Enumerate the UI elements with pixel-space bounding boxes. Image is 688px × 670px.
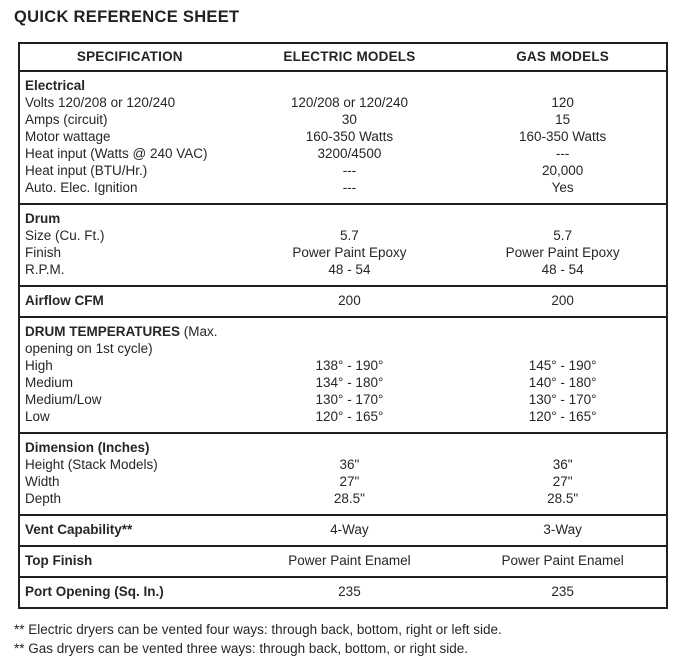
footnote-electric-venting: ** Electric dryers can be vented four ways: through back, bottom, right or left side. xyxy=(14,622,502,637)
spec-row-low xyxy=(20,408,666,425)
section-title-text: Dimension (Inches) xyxy=(25,440,150,455)
gas-value: 235 xyxy=(551,584,574,599)
spec-row-heat-input-btu-hr xyxy=(20,162,666,179)
row-label: Height (Stack Models) xyxy=(25,457,158,472)
section-title-row xyxy=(20,323,666,340)
section-title xyxy=(20,439,240,456)
spec-row-motor-wattage xyxy=(20,128,666,145)
electric-value: 130° - 170° xyxy=(315,392,384,407)
electric-value: 120° - 165° xyxy=(315,409,384,424)
row-label: Port Opening (Sq. In.) xyxy=(25,584,164,599)
gas-value: Yes xyxy=(551,180,574,195)
gas-value: 48 - 54 xyxy=(541,262,584,277)
row-label: High xyxy=(25,358,53,373)
section-vent-capability xyxy=(20,516,666,547)
gas-value: Power Paint Enamel xyxy=(501,553,624,568)
spec-row-port-opening-sq-in xyxy=(20,583,666,600)
spec-row-medium xyxy=(20,374,666,391)
row-label: Top Finish xyxy=(25,553,93,568)
electric-value: Power Paint Epoxy xyxy=(292,245,407,260)
column-header-specification: SPECIFICATION xyxy=(76,49,183,64)
gas-value: 28.5" xyxy=(547,491,579,506)
row-label: Finish xyxy=(25,245,62,260)
gas-value: 145° - 190° xyxy=(528,358,597,373)
row-label: Width xyxy=(25,474,60,489)
gas-value: 36" xyxy=(552,457,573,472)
row-label: Auto. Elec. Ignition xyxy=(25,180,138,195)
section-title-row-2 xyxy=(20,340,666,357)
section-drum xyxy=(20,205,666,287)
section-dimension-inches xyxy=(20,434,666,516)
spec-row-width xyxy=(20,473,666,490)
spec-row-size-cu-ft xyxy=(20,227,666,244)
spec-row-amps-circuit xyxy=(20,111,666,128)
row-label: Volts 120/208 or 120/240 xyxy=(25,95,176,110)
section-title xyxy=(20,77,240,94)
row-label: Size (Cu. Ft.) xyxy=(25,228,105,243)
gas-value: 130° - 170° xyxy=(528,392,597,407)
gas-value: 15 xyxy=(555,112,571,127)
section-airflow-cfm xyxy=(20,287,666,318)
electric-value: 134° - 180° xyxy=(315,375,384,390)
section-port-opening-sq-in xyxy=(20,578,666,607)
spec-row-finish xyxy=(20,244,666,261)
gas-value: 20,000 xyxy=(541,163,584,178)
electric-value: Power Paint Enamel xyxy=(288,553,411,568)
electric-value: --- xyxy=(342,163,357,178)
gas-value: Power Paint Epoxy xyxy=(505,245,620,260)
spec-row-volts-120-208-or-120-240 xyxy=(20,94,666,111)
footnote-gas-venting: ** Gas dryers can be vented three ways: through back, bottom, or right side. xyxy=(14,641,468,656)
electric-value: 235 xyxy=(338,584,361,599)
table-header-row xyxy=(20,44,666,72)
spec-row-auto-elec-ignition xyxy=(20,179,666,196)
gas-value: 3-Way xyxy=(543,522,582,537)
section-title-row xyxy=(20,77,666,94)
electric-value: 30 xyxy=(341,112,357,127)
electric-value: 200 xyxy=(338,293,361,308)
spec-row-high xyxy=(20,357,666,374)
gas-value: 120° - 165° xyxy=(528,409,597,424)
page-title: QUICK REFERENCE SHEET xyxy=(14,8,240,26)
gas-value: 140° - 180° xyxy=(528,375,597,390)
specification-table xyxy=(18,42,668,609)
row-label: Medium/Low xyxy=(25,392,102,407)
electric-value: 28.5" xyxy=(333,491,365,506)
row-label: Motor wattage xyxy=(25,129,111,144)
spec-row-vent-capability xyxy=(20,521,666,538)
electric-value: 3200/4500 xyxy=(317,146,382,161)
spec-row-r-p-m xyxy=(20,261,666,278)
spec-row-top-finish xyxy=(20,552,666,569)
row-label: Medium xyxy=(25,375,74,390)
electric-value: 120/208 or 120/240 xyxy=(290,95,408,110)
section-title-row xyxy=(20,439,666,456)
section-title-text: Drum xyxy=(25,211,61,226)
section-title-text: Electrical xyxy=(25,78,86,93)
gas-value: 160-350 Watts xyxy=(518,129,607,144)
gas-value: --- xyxy=(555,146,570,161)
row-label: Vent Capability** xyxy=(25,522,133,537)
row-label: Amps (circuit) xyxy=(25,112,108,127)
gas-value: 120 xyxy=(551,95,574,110)
section-title-suffix: (Max. xyxy=(180,324,218,339)
spec-row-heat-input-watts-240-vac xyxy=(20,145,666,162)
column-header-electric-models: ELECTRIC MODELS xyxy=(283,49,416,64)
section-electrical xyxy=(20,72,666,205)
gas-value: 200 xyxy=(551,293,574,308)
column-header-gas-models: GAS MODELS xyxy=(516,49,609,64)
row-label: Airflow CFM xyxy=(25,293,104,308)
section-title-text: DRUM TEMPERATURES xyxy=(25,324,180,339)
table-body xyxy=(20,72,666,607)
row-label: Low xyxy=(25,409,50,424)
section-title-row xyxy=(20,210,666,227)
spec-row-depth xyxy=(20,490,666,507)
row-label: R.P.M. xyxy=(25,262,65,277)
section-title xyxy=(20,210,240,227)
footnotes xyxy=(14,620,502,658)
gas-value: 27" xyxy=(552,474,573,489)
spec-row-airflow-cfm xyxy=(20,292,666,309)
section-title xyxy=(20,323,240,340)
electric-value: 48 - 54 xyxy=(328,262,371,277)
row-label: Heat input (BTU/Hr.) xyxy=(25,163,148,178)
electric-value: 4-Way xyxy=(330,522,369,537)
gas-value: 5.7 xyxy=(553,228,572,243)
spec-row-height-stack-models xyxy=(20,456,666,473)
row-label: Depth xyxy=(25,491,62,506)
electric-value: 27" xyxy=(339,474,360,489)
electric-value: 160-350 Watts xyxy=(305,129,394,144)
row-label: Heat input (Watts @ 240 VAC) xyxy=(25,146,208,161)
electric-value: --- xyxy=(342,180,357,195)
spec-row-medium-low xyxy=(20,391,666,408)
electric-value: 5.7 xyxy=(340,228,359,243)
section-top-finish xyxy=(20,547,666,578)
electric-value: 138° - 190° xyxy=(315,358,384,373)
section-title-line2: opening on 1st cycle) xyxy=(25,341,153,356)
section-drum-temperatures xyxy=(20,318,666,434)
electric-value: 36" xyxy=(339,457,360,472)
